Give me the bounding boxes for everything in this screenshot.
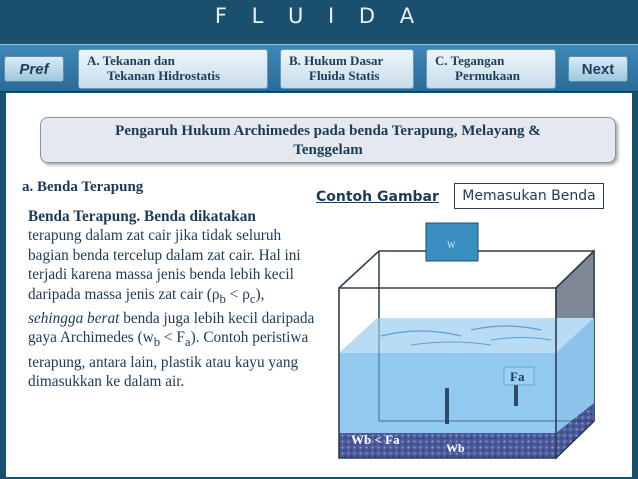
- prev-button[interactable]: Pref: [4, 56, 64, 82]
- tab-label-line1: A. Tekanan dan: [87, 53, 175, 68]
- insert-object-button[interactable]: Memasukan Benda: [454, 183, 604, 209]
- explanation-part5: < F: [160, 329, 185, 347]
- example-label: Contoh Gambar: [316, 189, 439, 205]
- floating-object-diagram: [311, 218, 611, 478]
- wb-label: Wb: [446, 441, 465, 455]
- tab-label-line2: Fluida Statis: [309, 68, 380, 83]
- section-heading-line2: Tenggelam: [293, 142, 363, 158]
- tab-tegangan-permukaan[interactable]: [426, 49, 556, 89]
- explanation-text: [28, 207, 318, 392]
- subscript-b2: b: [153, 335, 161, 350]
- explanation-part6: ). Contoh peristiwa terapung, antara lain, plastik atau kayu yang dimasukkan ke dalam air.: [28, 329, 309, 391]
- next-button[interactable]: Next: [568, 56, 628, 82]
- explanation-italic: sehingga berat: [28, 310, 120, 328]
- explanation-part4: benda juga lebih kecil daripada gaya Archimedes (w: [28, 310, 315, 347]
- explanation-part2: < ρ: [225, 285, 250, 303]
- explanation-part3: ),: [255, 285, 265, 303]
- tab-label-line1: B. Hukum Dasar: [289, 53, 384, 68]
- block-label: W: [447, 240, 456, 250]
- subscript-b: b: [219, 291, 226, 306]
- section-heading: [40, 117, 616, 163]
- tab-label-line2: Tekanan Hidrostatis: [107, 68, 221, 83]
- section-heading-line1: Pengaruh Hukum Archimedes pada benda Terapung, Melayang &: [115, 123, 541, 139]
- subscript-a: a: [184, 335, 191, 350]
- subscript-c: c: [249, 291, 256, 306]
- content-panel: [6, 93, 632, 477]
- tab-hukum-dasar-fluida-statis[interactable]: [280, 49, 414, 89]
- weight-arrow: [445, 388, 449, 424]
- tab-tekanan-hidrostatis[interactable]: [78, 49, 268, 89]
- tab-label-line1: C. Tegangan: [435, 53, 505, 68]
- tank-edge: [339, 251, 379, 288]
- tab-label-line2: Permukaan: [455, 68, 520, 83]
- subtitle-benda-terapung: a. Benda Terapung: [22, 179, 144, 195]
- explanation-part1: terapung dalam zat cair jika tidak seluruh bagian benda tercelup dalam zat cair. Hal ini terjadi karena massa jenis benda lebih kecil daripada massa jenis zat cair (ρ: [28, 227, 301, 303]
- explanation-lead: Benda Terapung. Benda dikatakan: [28, 208, 256, 225]
- slide-title: F L U I D A: [214, 4, 424, 28]
- wb-fa-label: Wb < Fa: [351, 432, 400, 447]
- fa-label: Fa: [510, 369, 525, 384]
